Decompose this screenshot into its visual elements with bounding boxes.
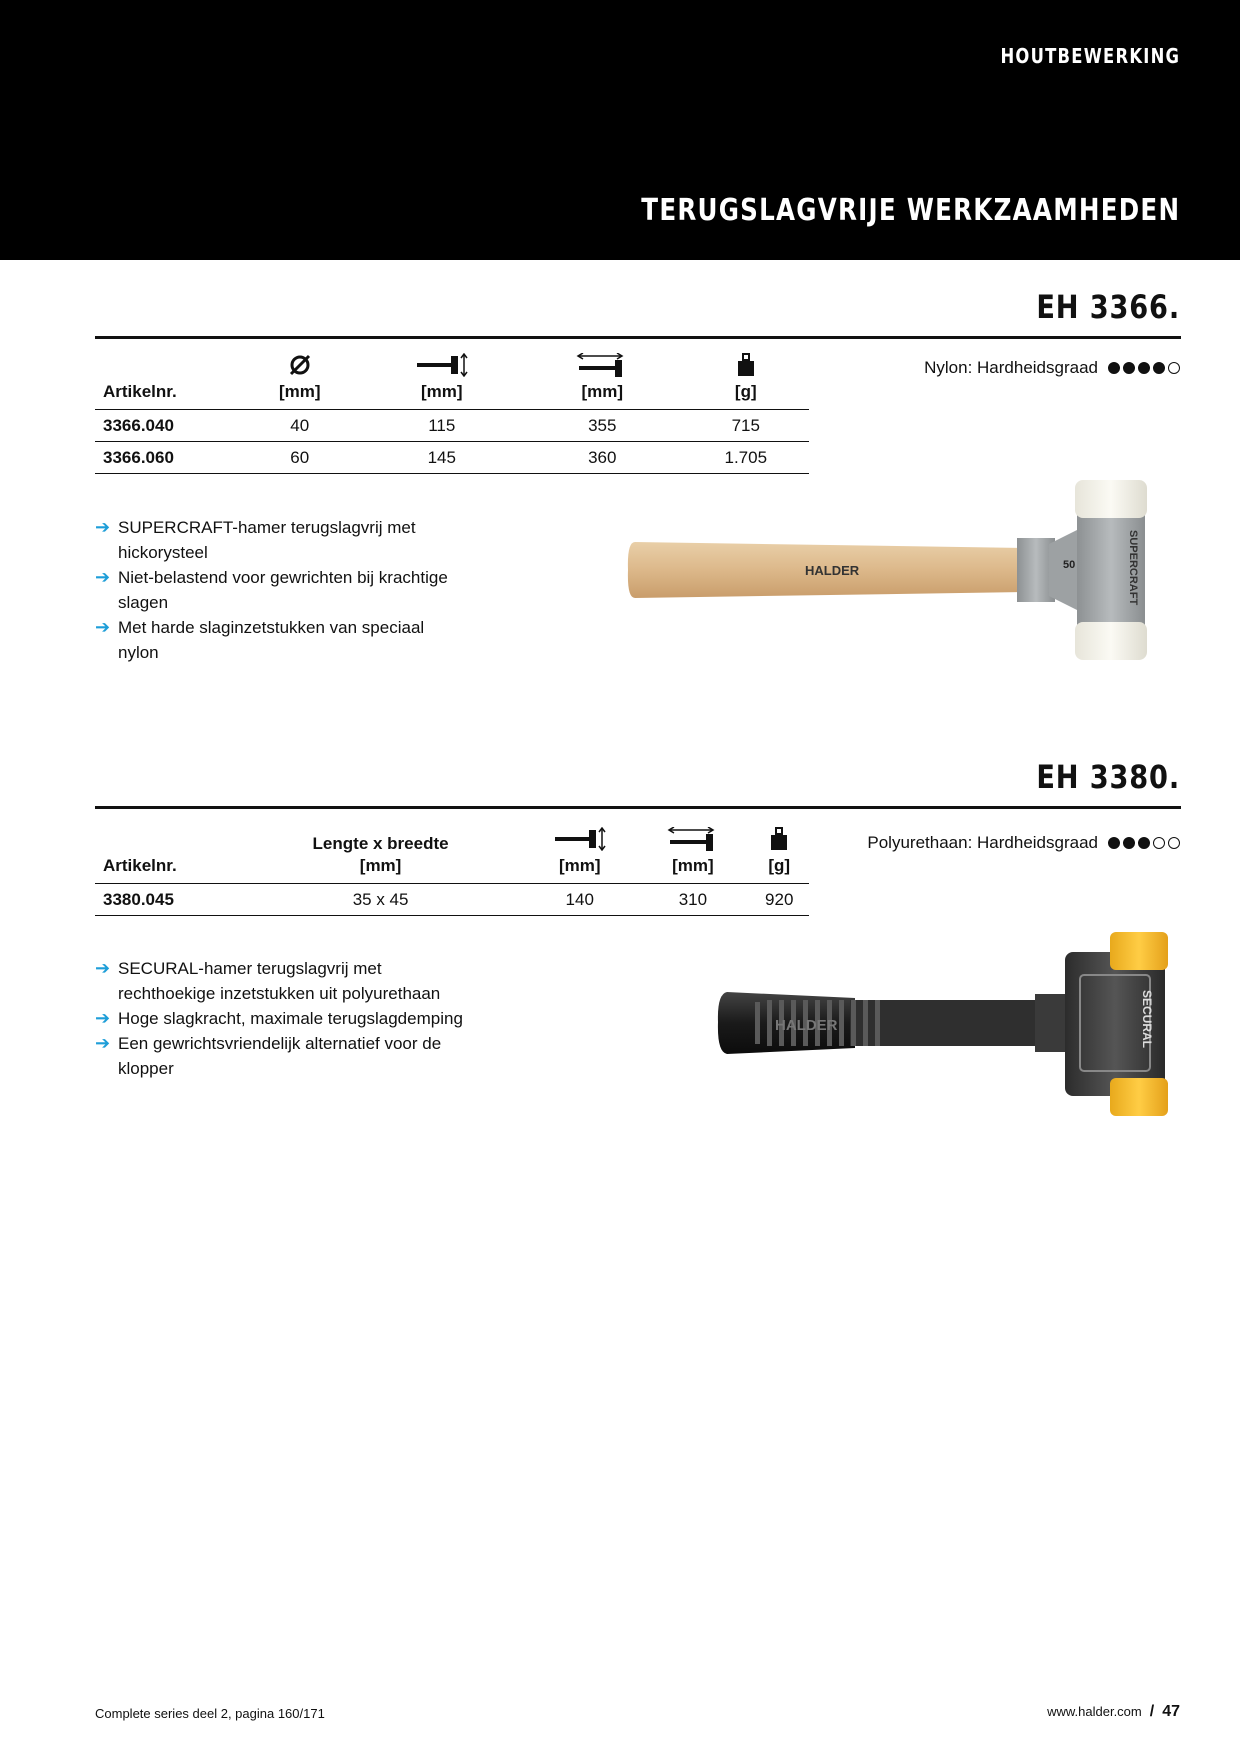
table-row	[95, 442, 809, 474]
table-row	[95, 884, 809, 916]
footer-reference: Complete series deel 2, pagina 160/171	[95, 1706, 325, 1721]
cell: 355	[522, 410, 683, 442]
table-header-row	[95, 817, 809, 884]
hardness-dots	[1108, 837, 1180, 849]
hardness-rating-3380	[867, 833, 1180, 853]
diameter-icon	[287, 353, 313, 377]
cell: 3366.060	[95, 442, 238, 474]
hardness-dot	[1108, 362, 1120, 374]
section-rule	[95, 336, 1181, 339]
product-code-3380: EH 3380.	[1036, 758, 1180, 796]
table-header-row	[95, 343, 809, 410]
hardness-dot	[1138, 362, 1150, 374]
list-item: ➔ SECURAL-hamer terugslagvrij met rechthoekige inzetstukken uit polyurethaan	[95, 958, 441, 1003]
col-artikelnr: Artikelnr.	[103, 382, 177, 401]
cell: 145	[362, 442, 523, 474]
hardness-dot	[1153, 362, 1165, 374]
table-row	[95, 410, 809, 442]
hardness-dots	[1108, 362, 1180, 374]
list-item: ➔ Niet-belastend voor gewrichten bij krachtige slagen	[95, 567, 448, 612]
handle-brand-text: HALDER	[805, 563, 860, 578]
col-length-width-label: Lengte x breedte	[312, 834, 449, 853]
arrow-right-icon: ➔	[95, 567, 111, 587]
cell: 140	[523, 884, 636, 916]
cell: 3366.040	[95, 410, 238, 442]
col-diameter: [mm]	[238, 343, 362, 410]
cell: 60	[238, 442, 362, 474]
hardness-dot	[1108, 837, 1120, 849]
footer-url: www.halder.com	[1047, 1704, 1142, 1719]
col-length-width: Lengte x breedte [mm]	[238, 817, 523, 884]
arrow-right-icon: ➔	[95, 1008, 111, 1028]
total-length-icon	[666, 827, 720, 851]
col-weight: [g]	[749, 817, 809, 884]
cell: 3380.045	[95, 884, 238, 916]
list-item: ➔ Een gewrichtsvriendelijk alternatief voor de klopper	[95, 1033, 442, 1078]
size-mark-text: 50	[1063, 559, 1076, 571]
head-length-icon	[415, 353, 469, 377]
spec-table-3380	[95, 817, 809, 916]
arrow-right-icon: ➔	[95, 617, 111, 637]
col-weight: [g]	[683, 343, 809, 410]
section-rule	[95, 806, 1181, 809]
cell: 310	[636, 884, 749, 916]
col-total-length: [mm]	[636, 817, 749, 884]
cell: 115	[362, 410, 523, 442]
supercraft-hammer-image	[625, 478, 1185, 662]
cell: 35 x 45	[238, 884, 523, 916]
list-item: ➔ Met harde slaginzetstukken van speciaal nylon	[95, 617, 425, 662]
page-title: TERUGSLAGVRIJE WERKZAAMHEDEN	[641, 193, 1180, 228]
cell: 1.705	[683, 442, 809, 474]
product-code-3366: EH 3366.	[1036, 288, 1180, 326]
col-total-length: [mm]	[522, 343, 683, 410]
arrow-right-icon: ➔	[95, 517, 111, 537]
spec-table-3366	[95, 343, 809, 474]
cell: 40	[238, 410, 362, 442]
head-brand-text: SUPERCRAFT	[1127, 530, 1139, 606]
category-label: HOUTBEWERKING	[1000, 44, 1180, 68]
col-head-length: [mm]	[523, 817, 636, 884]
hardness-rating-3366	[924, 358, 1180, 378]
total-length-icon	[575, 353, 629, 377]
hardness-dot	[1123, 362, 1135, 374]
cell: 715	[683, 410, 809, 442]
head-length-icon	[553, 827, 607, 851]
cell: 360	[522, 442, 683, 474]
weight-icon	[769, 827, 789, 851]
page-header	[0, 0, 1240, 260]
arrow-right-icon: ➔	[95, 958, 111, 978]
hardness-dot	[1123, 837, 1135, 849]
hardness-label: Polyurethaan: Hardheidsgraad	[867, 833, 1098, 852]
hardness-dot	[1168, 362, 1180, 374]
head-brand-text: SECURAL	[1140, 990, 1154, 1049]
page-number: 47	[1162, 1703, 1180, 1720]
feature-list-3380	[95, 956, 475, 1081]
hardness-dot	[1138, 837, 1150, 849]
list-item: ➔ SUPERCRAFT-hamer terugslagvrij met hickorysteel	[95, 517, 416, 562]
feature-list-3366	[95, 515, 465, 665]
list-item: ➔ Hoge slagkracht, maximale terugslagdemping	[95, 1006, 475, 1031]
handle-brand-text: HALDER	[775, 1017, 838, 1034]
col-artikelnr: Artikelnr.	[103, 856, 177, 875]
footer-right	[1047, 1703, 1180, 1721]
secural-hammer-image	[715, 930, 1185, 1118]
cell: 920	[749, 884, 809, 916]
hardness-label: Nylon: Hardheidsgraad	[924, 358, 1098, 377]
weight-icon	[736, 353, 756, 377]
arrow-right-icon: ➔	[95, 1033, 111, 1053]
hardness-dot	[1153, 837, 1165, 849]
col-head-length: [mm]	[362, 343, 523, 410]
hardness-dot	[1168, 837, 1180, 849]
footer-separator: /	[1149, 1703, 1155, 1720]
